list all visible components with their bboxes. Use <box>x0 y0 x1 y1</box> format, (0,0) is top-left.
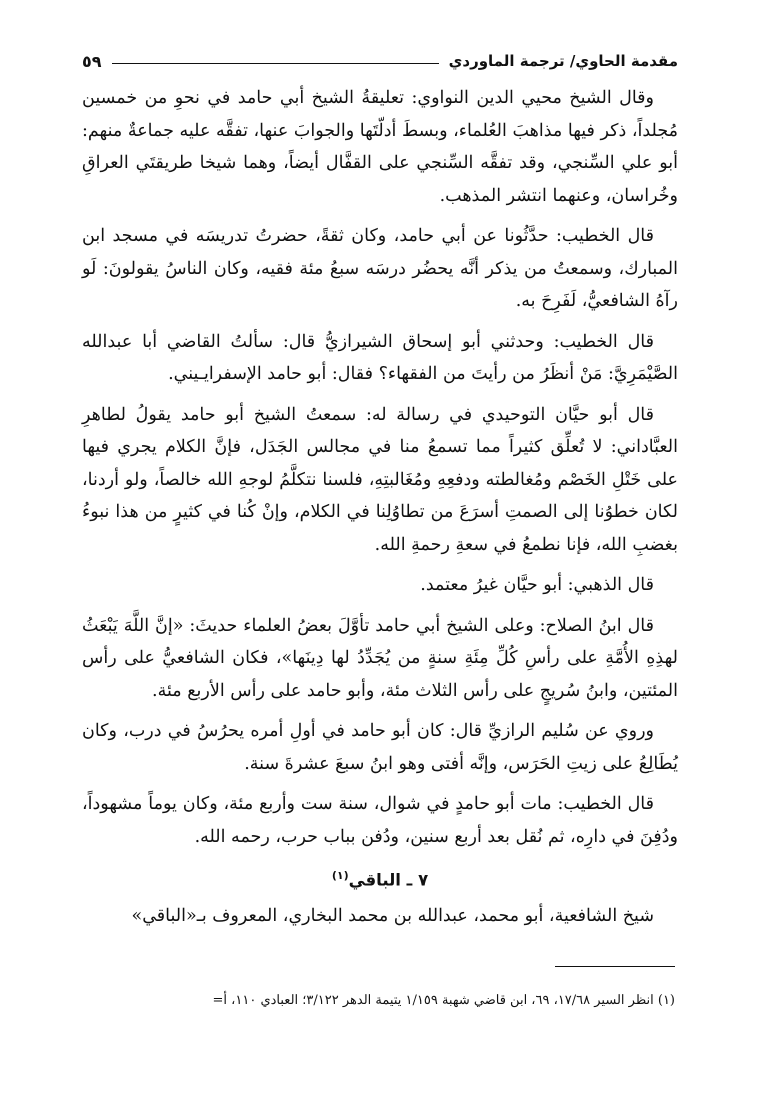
paragraph-text: قال الذهبي: أبو حيَّان غيرُ معتمد. <box>420 575 654 595</box>
paragraph-text: وروي عن سُليم الرازيِّ قال: كان أبو حامد في أولِ أمره يحرُسُ في درب، وكان يُطَالِعُ على زيتِ الحَرَس، وإنَّه أفتى وهو ابنُ سبعَ عشرةَ سنة. <box>82 721 678 774</box>
paragraph-ibn-salah <box>82 610 678 708</box>
section-title: ٧ ـ الباقي <box>348 870 429 890</box>
footnote: (١) انظر السير ١٧/٦٨، ٦٩، ابن قاضي شهبة ١/١٥٩ يتيمة الدهر ٣/١٢٢؛ العبادي ١١٠، أ= <box>212 993 675 1008</box>
paragraph-khatib-2 <box>82 326 678 391</box>
paragraph-text: شيخ الشافعية، أبو محمد، عبدالله بن محمد البخاري، المعروف بـ«الباقي» <box>131 905 654 926</box>
footnote-rule <box>555 966 675 967</box>
footnote-ref: (١) <box>331 869 349 882</box>
paragraph-tawhidi <box>82 399 678 562</box>
header-rule <box>112 63 439 64</box>
book-page <box>82 44 678 940</box>
paragraph-sulaym <box>82 715 678 780</box>
running-title: مقدمة الحاوي/ ترجمة الماوردي <box>448 52 678 70</box>
paragraph-text: وقال الشيخ محيي الدين النواوي: تعليقةُ الشيخ أبي حامد في نحوِ من خمسين مُجلداً، ذكر فيها مذاهبَ العُلماء، وبسطَ أدلّتَها والجوابَ عنها، تفقَّه عليه جماعةٌ منهم: أبو علي السِّنجي، وقد تفقَّه السِّنجي على القفَّال أيضاً، وهما شيخا طريقتَي العراقِ وخُراسان، وعنهما انتشر المذهب. <box>82 88 678 206</box>
paragraph-text: قال الخطيب: وحدثني أبو إسحاق الشيرازيُّ قال: سألتُ القاضي أبا عبدالله الصَّيْمَرِيَّ: مَنْ أنظَرُ من رأيتَ من الفقهاء؟ فقال: أبو حامد الإسفرايـيني. <box>82 331 678 384</box>
paragraph-nawawi <box>82 82 678 212</box>
section-heading <box>82 861 678 896</box>
paragraph-dhahabi <box>82 569 678 602</box>
paragraph-text: قال ابنُ الصلاح: وعلى الشيخ أبي حامد تأوَّلَ بعضُ العلماء حديثَ: «إنَّ اللَّهَ يَبْعَثُ لهذِهِ الأُمَّةِ على رأسِ كُلِّ مِئَةِ سنةٍ من يُجَدِّدُ لها دِينَها»، فكان الشافعيُّ على رأس المئتين، وابنُ سُريجٍ على رأس الثلاث مئة، وأبو حامد على رأس الأربع مئة. <box>82 615 678 701</box>
paragraph-text: قال أبو حيَّان التوحيدي في رسالة له: سمعتُ الشيخ أبو حامد يقولُ لطاهرِ العبَّاداني: لا تُعلِّق كثيراً مما تسمعُ منا في مجالس الجَدَل، فإنَّ الكلام يجري فيها على خَتْلِ الخَصْم ومُغالطته ودفعِهِ ومُغَالبتِهِ، فلسنا نتكلَّمُ لوجهِ الله خالصاً، ولو أردنا، لكان خطوُنا إلى الصمتِ أسرَعَ من تطاوُلِنا في الكلام، وإنْ كُنا في كثيرٍ من هذا نبوءُ بغضبِ الله، فإنا نطمعُ في سعةِ رحمةِ الله. <box>82 404 678 555</box>
page-body <box>82 82 678 932</box>
running-header <box>82 44 678 78</box>
paragraph-khatib-1 <box>82 220 678 318</box>
paragraph-khatib-3 <box>82 788 678 853</box>
paragraph-text: قال الخطيب: مات أبو حامدٍ في شوال، سنة ست وأربع مئة، وكان يوماً مشهوداً، ودُفِنَ في دارِه، ثم نُقل بعد أربع سنين، ودُفن بباب حرب، رحمه الله. <box>82 794 678 847</box>
page-number: ٥٩ <box>82 51 102 71</box>
paragraph-baqi <box>82 900 678 933</box>
paragraph-text: قال الخطيب: حدَّثُونا عن أبي حامد، وكان ثقةً، حضرتُ تدريسَه في مسجد ابن المبارك، وسمعتُ من يذكر أنَّه يحضُر درسَه سبعُ مئة فقيه، وكان الناسُ يقولونَ: لَو رآهُ الشافعيُّ، لَفَرِحَ به. <box>82 226 678 311</box>
